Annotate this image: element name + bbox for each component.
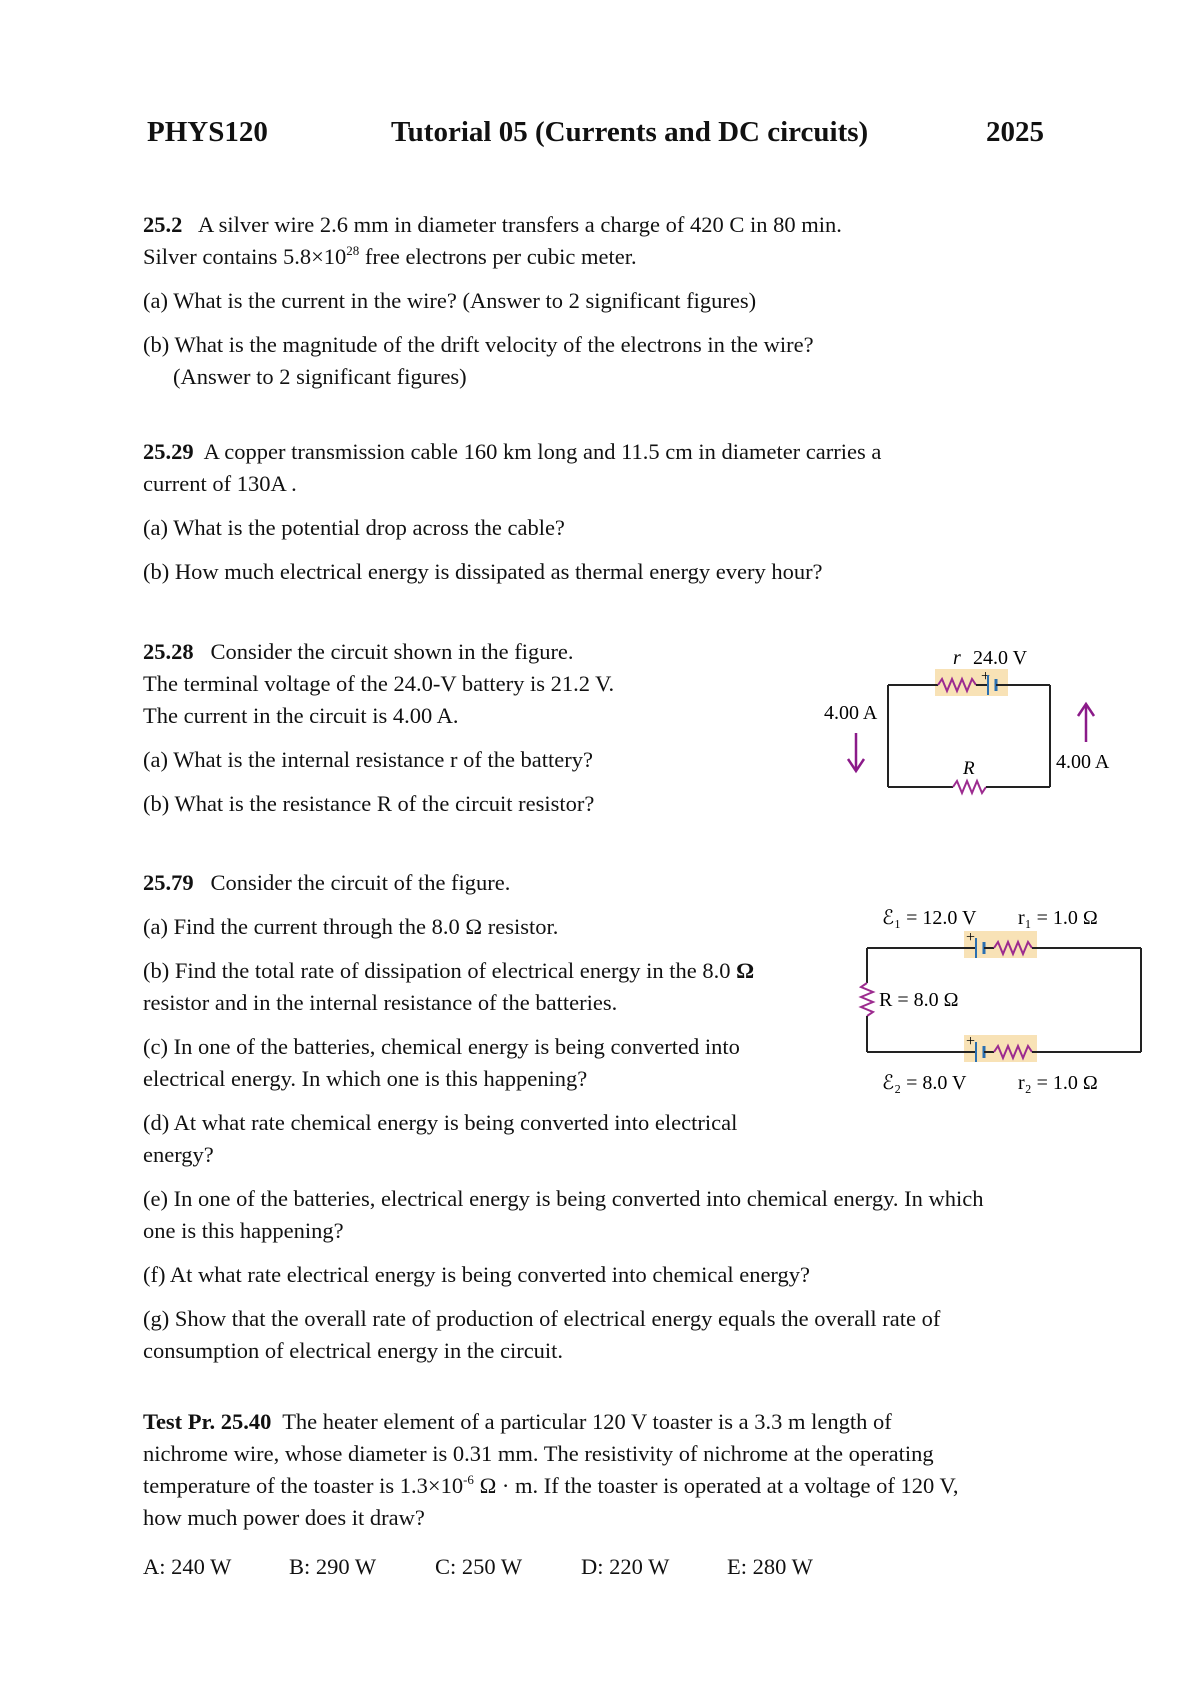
part-b: (b) How much electrical energy is dissipated as thermal energy every hour?	[143, 559, 823, 584]
part-b: (b) What is the magnitude of the drift velocity of the electrons in the wire?	[143, 332, 814, 357]
plus-sign: +	[981, 668, 991, 685]
part-b-cont: resistor and in the internal resistance of the batteries.	[143, 990, 618, 1015]
part-c: (c) In one of the batteries, chemical energy is being converted into	[143, 1034, 740, 1059]
exponent: -6	[463, 1472, 474, 1487]
ohm-symbol: Ω	[736, 958, 755, 983]
header-course: PHYS120	[147, 116, 268, 148]
part-e-cont: one is this happening?	[143, 1218, 344, 1243]
question-stem: Ω · m. If the toaster is operated at a voltage of 120 V,	[473, 1473, 959, 1498]
question-number: 25.79	[143, 870, 194, 895]
r1-label: r₁ = 1.0 Ω	[1018, 907, 1098, 929]
question-25-2	[143, 209, 842, 393]
part-a: (a) What is the potential drop across the cable?	[143, 515, 565, 540]
battery2-plus: +	[966, 1033, 976, 1050]
option-c[interactable]: C: 250 W	[435, 1554, 523, 1579]
question-stem: nichrome wire, whose diameter is 0.31 mm. The resistivity of nichrome at the operating	[143, 1441, 934, 1466]
part-a: (a) Find the current through the 8.0 Ω resistor.	[143, 914, 559, 939]
load-resistor-8ohm	[861, 983, 873, 1016]
question-25-28	[143, 636, 614, 820]
question-stem: The heater element of a particular 120 V toaster is a 3.3 m length of	[282, 1409, 892, 1434]
question-stem: A copper transmission cable 160 km long and 11.5 cm in diameter carries a	[203, 439, 882, 464]
question-stem: current of 130A .	[143, 471, 297, 496]
question-stem: A silver wire 2.6 mm in diameter transfers a charge of 420 C in 80 min.	[198, 212, 842, 237]
part-e: (e) In one of the batteries, electrical energy is being converted into chemical energy. In which	[143, 1186, 984, 1211]
part-a: (a) What is the internal resistance r of the battery?	[143, 747, 594, 772]
current-label-left: 4.00 A	[824, 702, 878, 724]
question-number: Test Pr. 25.40	[143, 1409, 272, 1434]
question-stem: free electrons per cubic meter.	[359, 244, 637, 269]
part-a: (a) What is the current in the wire? (Answer to 2 significant figures)	[143, 288, 757, 313]
load-resistor-label: R	[963, 758, 975, 779]
part-c-cont: electrical energy. In which one is this happening?	[143, 1066, 588, 1091]
option-e[interactable]: E: 280 W	[727, 1554, 813, 1579]
exponent: 28	[346, 243, 360, 258]
current-arrow-up	[1078, 704, 1094, 742]
question-25-29	[143, 436, 881, 588]
question-number: 25.2	[143, 212, 183, 237]
question-stem: Silver contains 5.8×10	[143, 244, 347, 269]
header-year: 2025	[986, 116, 1044, 148]
question-stem: how much power does it draw?	[143, 1505, 425, 1530]
part-b: (b) Find the total rate of dissipation of electrical energy in the 8.0	[143, 958, 737, 983]
r2-label: r₂ = 1.0 Ω	[1018, 1072, 1098, 1094]
current-label-right: 4.00 A	[1056, 751, 1110, 773]
option-a[interactable]: A: 240 W	[143, 1554, 232, 1579]
internal-resistance-label: r	[953, 647, 961, 669]
question-number: 25.28	[143, 639, 194, 664]
part-b: (b) What is the resistance R of the circuit resistor?	[143, 791, 595, 816]
option-b[interactable]: B: 290 W	[289, 1554, 377, 1579]
emf-label: 24.0 V	[973, 647, 1028, 669]
emf1-label: ℰ₁ = 12.0 V	[882, 907, 977, 929]
question-stem: The terminal voltage of the 24.0-V battery is 21.2 V.	[143, 671, 615, 696]
load-resistor-label: R = 8.0 Ω	[879, 989, 959, 1011]
part-b-note: (Answer to 2 significant figures)	[173, 364, 467, 389]
header-title: Tutorial 05 (Currents and DC circuits)	[391, 116, 869, 148]
part-d-cont: energy?	[143, 1142, 214, 1167]
question-stem: The current in the circuit is 4.00 A.	[143, 703, 459, 728]
part-f: (f) At what rate electrical energy is being converted into chemical energy?	[143, 1262, 811, 1287]
question-test-25-40	[143, 1406, 958, 1534]
current-arrow-down	[848, 733, 864, 771]
question-stem: Consider the circuit of the figure.	[210, 870, 511, 895]
question-stem: Consider the circuit shown in the figure.	[210, 639, 574, 664]
part-g: (g) Show that the overall rate of production of electrical energy equals the overall rate of	[143, 1306, 941, 1331]
emf2-label: ℰ₂ = 8.0 V	[882, 1072, 967, 1094]
question-number: 25.29	[143, 439, 194, 464]
circuit-figure-25-28	[820, 642, 1120, 812]
option-d[interactable]: D: 220 W	[581, 1554, 670, 1579]
battery1-plus: +	[966, 929, 976, 946]
question-stem: temperature of the toaster is 1.3×10	[143, 1473, 464, 1498]
part-g-cont: consumption of electrical energy in the circuit.	[143, 1338, 564, 1363]
part-d: (d) At what rate chemical energy is being converted into electrical	[143, 1110, 738, 1135]
load-resistor	[953, 781, 986, 793]
circuit-figure-25-79	[858, 895, 1158, 1100]
